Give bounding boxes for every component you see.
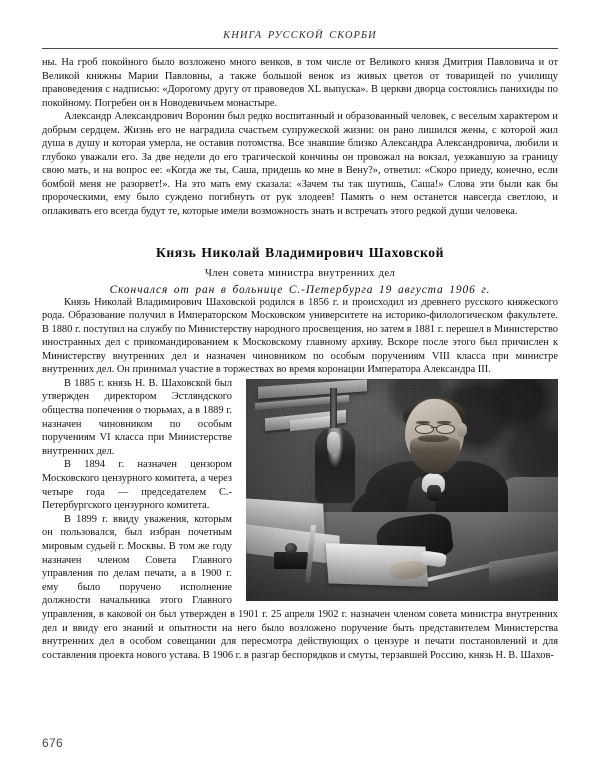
photo-wrap-region [42,377,558,662]
article-paragraph-2: В 1885 г. князь Н. В. Шаховской был утвержден директором Эстляндского общества попечения о тюрьмах, а в 1889 г. назначен чиновником по особым поручениям VI класса при Министерстве внутренних дел. [42,377,232,457]
portrait-photograph [246,379,558,601]
article-paragraph-3: В 1894 г. назначен цензором Московского цензурного комитета, а через четыре года — председателем С.-Петербургского цензурного комитета. [42,459,232,512]
paragraph-tail-spacer [42,662,558,664]
running-head: КНИГА РУССКОЙ СКОРБИ [223,30,377,41]
page-content [42,56,558,664]
header-rule [42,48,558,49]
article-paragraph-1: Князь Николай Владимирович Шаховской родился в 1856 г. и происходил из древнего русского княжеского рода. Образование получил в Императорском Московском университете на историко-филологическом факультете. В 1880 г. поступил на службу по Министерству народного просвещения, но затем в 1881 г. перешел в Министерство иностранных дел с прикомандированием к Московскому главному архиву. Вскоре после этого был причислен к Министерству внутренних дел и назначен чиновником по особым поручениям VIII класса при министре внутренних дел. Он принимал участие в торжествах во время коронации Императора Александра III. [42,296,558,376]
paragraph-continued: ны. На гроб покойного было возложено много венков, в том числе от Великого князя Дмитрия Павловича и от Великой княжны Марии Павловны, а также большой венок из живых цветов от товарищей по училищу правоведения с надписью: «Дорогому другу от правоведов XL выпуска». В церкви дворца состоялись панихиды по покойному. Погребен он в Новодевичьем монастыре. [42,57,558,109]
photograph-scene [246,379,558,601]
photo-vignette [246,379,558,601]
article-heading-block [42,245,558,296]
page-number: 676 [42,736,63,750]
article-title: Князь Николай Владимирович Шаховской [155,244,445,260]
paragraph-previous-final: Александр Александрович Воронин был редко воспитанный и образованный человек, с веселым характером и добрым сердцем. Жизнь его не наградила счастьем супружеской жизни: он рано лишился жены, с которой жил душа в душу и которая умерла, не оставив потомства. Все знавшие близко Александра Александровича, любили и глубоко уважали его. За две недели до его трагической кончины он провожал на вокзал, уезжавшую за границу свою мать, и на вопрос ее: «Когда же ты, Саша, придешь ко мне в Вену?», ответил: «Скоро приеду, конечно, если бомбой меня не разорвет!». На это мать ему сказала: «Зачем ты так шутишь, Саша!» Слова эти были как бы пророческими, ему было суждено погибнуть от рук злодеев! Память о нем останется навсегда светлою, и оплакивать его всегда будут те, которые имели возможность знать и встречать этого редкой души человека. [42,111,558,218]
article-paragraph-4: В 1899 г. ввиду уважения, которым он пользовался, был избран почетным мировым судьей г. Москвы. В том же году назначен членом Совета Главного управления по делам печати, а в 1900 г. ему было поручено исполнение должности начальника этого Главного управления, в каковой он был утвержден в 1901 г. 25 апреля 1902 г. назначен членом совета министра внутренних дел и ввиду его знаний и опытности на него было возложено поручение быть представителем Министерства внутренних дел в особом совещании для пересмотра действующих о цензуре и печати постановлений и для составления проекта нового устава. В 1906 г. в разгар беспорядков и смуты, терзавшей Россию, князь Н. В. Шахов- [42,513,558,661]
article-death-note: Скончался от ран в больнице С.-Петербурга 19 августа 1906 г. [109,283,491,296]
article-subtitle: Член совета министра внутренних дел [204,267,396,279]
